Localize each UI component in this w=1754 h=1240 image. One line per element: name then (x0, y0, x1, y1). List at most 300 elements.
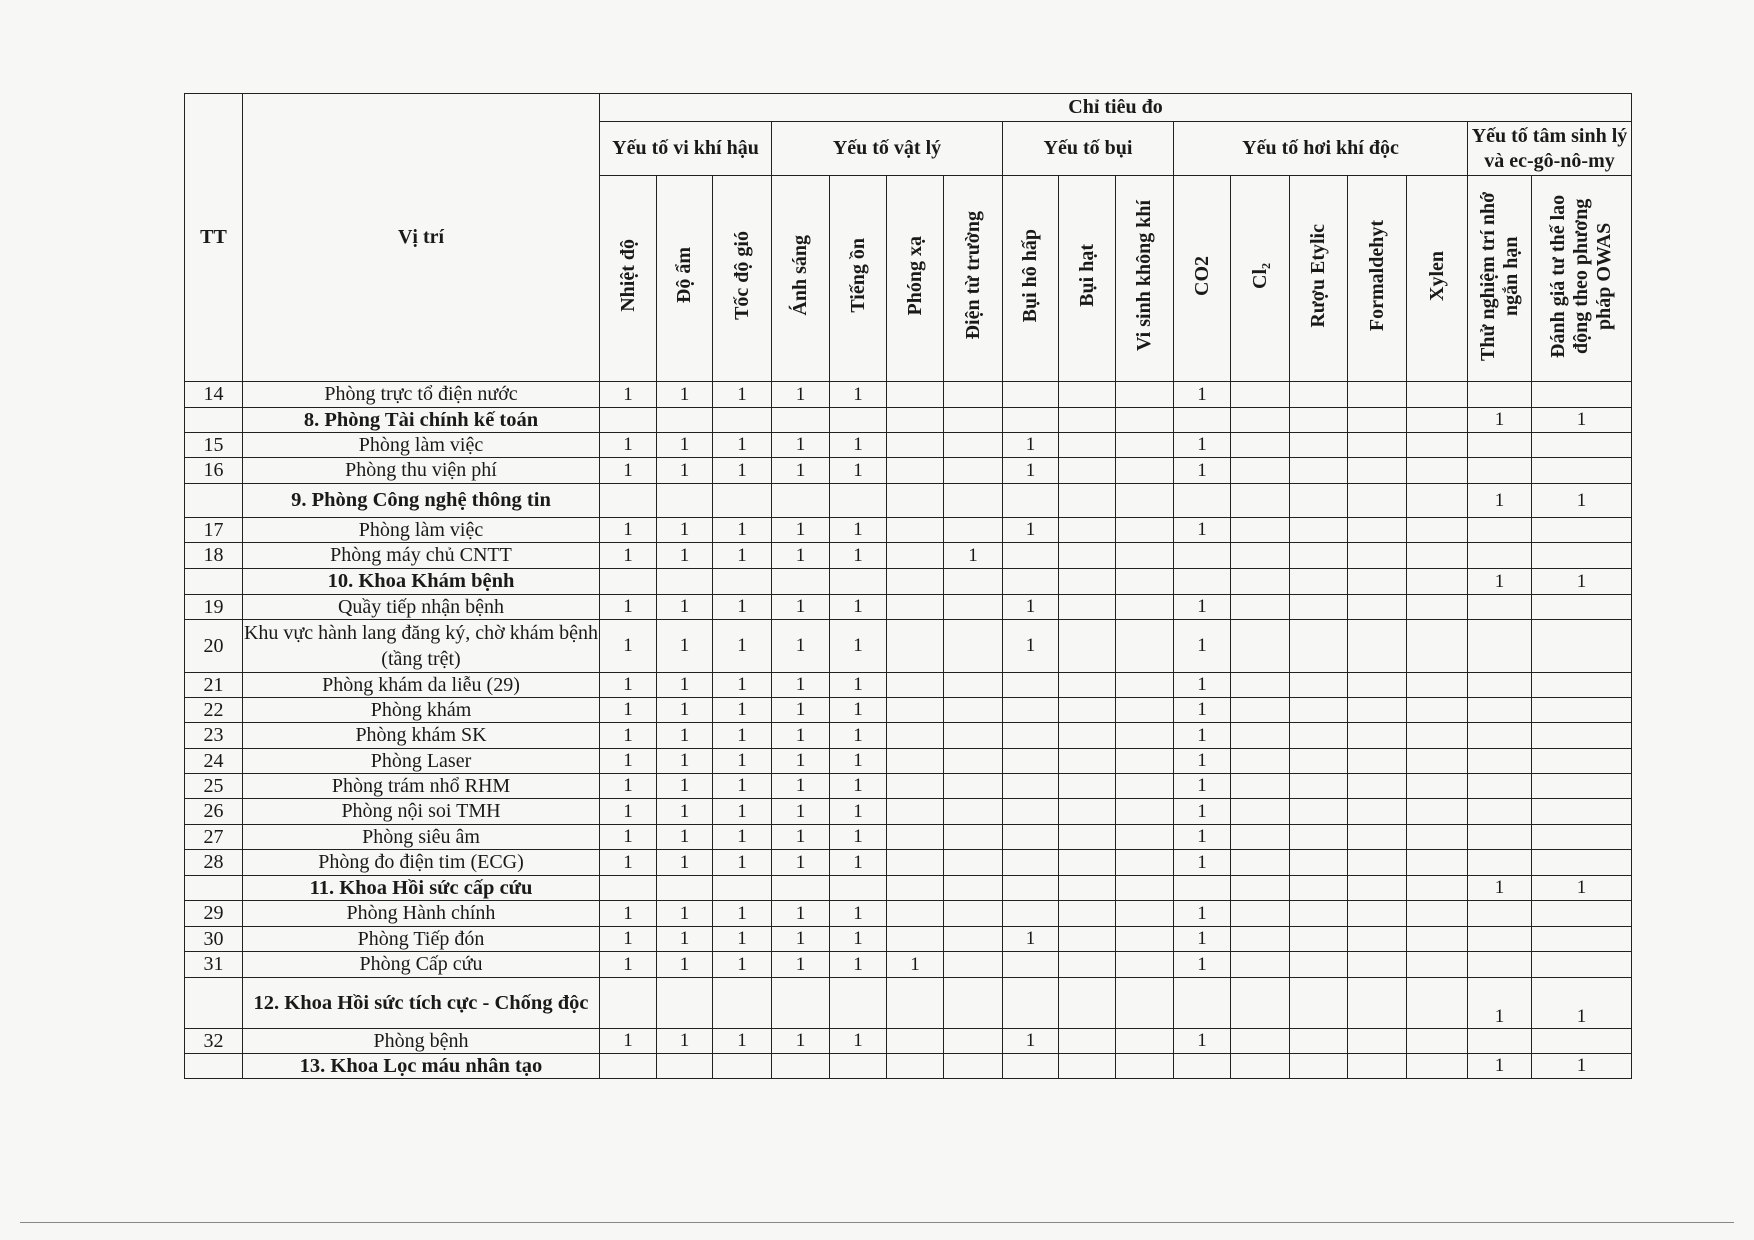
row-mark (1003, 901, 1059, 927)
row-mark: 1 (1174, 825, 1231, 850)
row-mark (1231, 1054, 1290, 1079)
row-mark (1348, 433, 1407, 458)
row-mark: 1 (1174, 382, 1231, 408)
row-mark (1059, 978, 1116, 1029)
header-column-label: Cl₂ (1248, 262, 1271, 289)
row-mark (944, 749, 1003, 774)
row-mark: 1 (713, 433, 772, 458)
row-mark (944, 825, 1003, 850)
row-mark (1116, 595, 1174, 620)
table-row (185, 774, 1632, 799)
row-mark (1468, 458, 1532, 484)
row-mark: 1 (772, 952, 830, 978)
header-column (830, 176, 887, 382)
row-mark (1003, 408, 1059, 433)
row-mark (1116, 876, 1174, 901)
row-mark (1468, 620, 1532, 673)
row-mark: 1 (713, 799, 772, 825)
row-mark (1290, 901, 1348, 927)
row-mark (887, 543, 944, 569)
row-mark (1003, 723, 1059, 749)
row-mark: 1 (1174, 952, 1231, 978)
row-mark (887, 595, 944, 620)
header-column (657, 176, 713, 382)
row-mark (1231, 433, 1290, 458)
row-mark (1407, 408, 1468, 433)
row-mark (1348, 952, 1407, 978)
section-row (185, 1054, 1632, 1079)
row-mark (600, 569, 657, 595)
row-mark: 1 (1174, 749, 1231, 774)
row-mark (1407, 978, 1468, 1029)
row-mark (944, 569, 1003, 595)
row-mark (1532, 382, 1632, 408)
row-position: Phòng trực tổ điện nước (243, 382, 600, 408)
row-mark (1348, 543, 1407, 569)
row-mark (1348, 876, 1407, 901)
row-mark: 1 (772, 543, 830, 569)
row-mark (1290, 1054, 1348, 1079)
row-mark (1059, 518, 1116, 543)
row-mark (1003, 543, 1059, 569)
row-mark: 1 (713, 927, 772, 952)
row-mark (772, 484, 830, 518)
row-mark (1231, 927, 1290, 952)
section-title: 9. Phòng Công nghệ thông tin (243, 484, 600, 518)
row-mark (1348, 774, 1407, 799)
row-mark (887, 484, 944, 518)
row-mark (1059, 901, 1116, 927)
row-mark: 1 (830, 543, 887, 569)
row-mark (1468, 774, 1532, 799)
section-row (185, 569, 1632, 595)
row-mark: 1 (830, 382, 887, 408)
row-mark (1290, 927, 1348, 952)
header-column-label: Tốc độ gió (730, 231, 753, 320)
row-mark (944, 518, 1003, 543)
row-mark (1059, 698, 1116, 723)
row-mark: 1 (600, 595, 657, 620)
section-row (185, 408, 1632, 433)
row-mark (944, 774, 1003, 799)
row-mark: 1 (1174, 458, 1231, 484)
header-column-label: Đánh giá tư thế lao động theo phương pháp OWAS (1547, 193, 1615, 358)
table-row (185, 518, 1632, 543)
row-mark (1290, 850, 1348, 876)
row-mark (1290, 825, 1348, 850)
row-mark (830, 569, 887, 595)
row-mark (944, 876, 1003, 901)
row-mark (944, 673, 1003, 698)
row-mark: 1 (772, 382, 830, 408)
table-row (185, 901, 1632, 927)
row-mark (1290, 749, 1348, 774)
row-mark: 1 (657, 433, 713, 458)
row-mark (1231, 723, 1290, 749)
header-column-label: Bụi hô hấp (1019, 228, 1041, 323)
row-mark (1174, 1054, 1231, 1079)
row-mark: 1 (600, 433, 657, 458)
row-mark (1532, 901, 1632, 927)
row-mark: 1 (600, 749, 657, 774)
row-mark (887, 673, 944, 698)
header-column (1407, 176, 1468, 382)
row-mark (1231, 825, 1290, 850)
row-position: Phòng bệnh (243, 1029, 600, 1054)
row-mark (1407, 876, 1468, 901)
row-tt: 27 (185, 825, 243, 850)
row-tt: 18 (185, 543, 243, 569)
row-mark (1468, 952, 1532, 978)
row-mark (1348, 698, 1407, 723)
row-mark (1059, 952, 1116, 978)
header-column-label: Nhiệt độ (616, 239, 639, 312)
row-mark: 1 (657, 595, 713, 620)
row-mark (887, 901, 944, 927)
row-mark: 1 (1532, 569, 1632, 595)
row-mark (1532, 952, 1632, 978)
row-mark: 1 (713, 382, 772, 408)
row-position: Phòng đo điện tim (ECG) (243, 850, 600, 876)
row-mark (1116, 850, 1174, 876)
header-column-label: Độ ẩm (673, 247, 695, 304)
row-mark (944, 1029, 1003, 1054)
row-mark (772, 978, 830, 1029)
table-row (185, 850, 1632, 876)
row-mark (1348, 901, 1407, 927)
row-mark (1231, 673, 1290, 698)
row-mark: 1 (830, 620, 887, 673)
header-column (1231, 176, 1290, 382)
row-tt: 17 (185, 518, 243, 543)
row-mark (1231, 458, 1290, 484)
row-mark (1348, 825, 1407, 850)
row-tt: 22 (185, 698, 243, 723)
table-row (185, 620, 1632, 673)
row-tt: 21 (185, 673, 243, 698)
row-mark (1290, 569, 1348, 595)
row-tt: 31 (185, 952, 243, 978)
row-mark (1116, 749, 1174, 774)
row-mark (1059, 1054, 1116, 1079)
row-mark: 1 (772, 433, 830, 458)
row-mark: 1 (1174, 698, 1231, 723)
row-mark: 1 (600, 543, 657, 569)
header-column (1290, 176, 1348, 382)
row-mark: 1 (600, 774, 657, 799)
row-mark (830, 978, 887, 1029)
row-mark (1468, 927, 1532, 952)
row-mark (657, 978, 713, 1029)
row-mark: 1 (657, 927, 713, 952)
row-mark (1290, 620, 1348, 673)
table-row (185, 382, 1632, 408)
row-tt: 29 (185, 901, 243, 927)
row-mark: 1 (600, 952, 657, 978)
row-mark (713, 1054, 772, 1079)
row-mark: 1 (600, 698, 657, 723)
row-mark (1003, 569, 1059, 595)
row-position: Phòng khám (243, 698, 600, 723)
row-mark (1348, 569, 1407, 595)
row-mark: 1 (1174, 901, 1231, 927)
row-mark (887, 620, 944, 673)
row-mark (944, 927, 1003, 952)
row-mark: 1 (657, 799, 713, 825)
row-mark (1290, 799, 1348, 825)
row-mark: 1 (1532, 484, 1632, 518)
row-mark (1532, 433, 1632, 458)
row-mark (1116, 433, 1174, 458)
row-mark: 1 (713, 458, 772, 484)
row-mark (1231, 543, 1290, 569)
row-mark (600, 1054, 657, 1079)
row-mark (1532, 927, 1632, 952)
row-mark: 1 (830, 952, 887, 978)
row-mark (1116, 978, 1174, 1029)
row-mark (1003, 382, 1059, 408)
row-mark: 1 (600, 620, 657, 673)
row-mark (887, 774, 944, 799)
row-mark (1059, 595, 1116, 620)
row-tt: 23 (185, 723, 243, 749)
row-mark (713, 978, 772, 1029)
row-mark (772, 1054, 830, 1079)
row-mark (1231, 382, 1290, 408)
row-mark: 1 (830, 749, 887, 774)
row-mark (887, 876, 944, 901)
row-mark: 1 (772, 1029, 830, 1054)
row-mark (600, 408, 657, 433)
row-mark (1407, 484, 1468, 518)
row-mark: 1 (1003, 620, 1059, 673)
row-position: Phòng siêu âm (243, 825, 600, 850)
row-mark (1116, 799, 1174, 825)
row-mark (1407, 382, 1468, 408)
table-row (185, 723, 1632, 749)
section-title: 11. Khoa Hồi sức cấp cứu (243, 876, 600, 901)
row-mark: 1 (772, 901, 830, 927)
row-mark (1532, 518, 1632, 543)
row-mark (1116, 723, 1174, 749)
section-title: 10. Khoa Khám bệnh (243, 569, 600, 595)
row-tt: 24 (185, 749, 243, 774)
row-position: Phòng Cấp cứu (243, 952, 600, 978)
row-mark (1407, 595, 1468, 620)
row-mark (887, 698, 944, 723)
row-mark (1231, 620, 1290, 673)
table-row (185, 698, 1632, 723)
row-mark (772, 876, 830, 901)
row-mark (1348, 1054, 1407, 1079)
row-mark: 1 (600, 673, 657, 698)
row-mark (1290, 408, 1348, 433)
row-mark (1059, 774, 1116, 799)
row-mark (657, 408, 713, 433)
row-mark (1348, 723, 1407, 749)
row-mark (1532, 698, 1632, 723)
row-tt: 20 (185, 620, 243, 673)
row-tt: 25 (185, 774, 243, 799)
header-column-label: CO2 (1190, 255, 1213, 296)
row-mark (1290, 518, 1348, 543)
row-mark (1407, 1054, 1468, 1079)
header-column (1532, 176, 1632, 382)
measurement-table (184, 93, 1632, 1079)
row-mark: 1 (830, 723, 887, 749)
table-row (185, 749, 1632, 774)
row-mark: 1 (830, 698, 887, 723)
row-mark: 1 (1003, 518, 1059, 543)
row-mark: 1 (657, 620, 713, 673)
row-mark (1468, 698, 1532, 723)
header-column (1468, 176, 1532, 382)
row-tt: 32 (185, 1029, 243, 1054)
row-mark: 1 (1468, 876, 1532, 901)
row-mark (1407, 723, 1468, 749)
header-column-label: Tiếng ồn (846, 238, 869, 313)
row-position: Phòng thu viện phí (243, 458, 600, 484)
row-mark (1407, 543, 1468, 569)
row-mark (1407, 518, 1468, 543)
row-mark (1532, 799, 1632, 825)
row-position: Phòng Laser (243, 749, 600, 774)
row-mark (1059, 723, 1116, 749)
row-mark (887, 927, 944, 952)
row-mark: 1 (1003, 927, 1059, 952)
row-mark: 1 (713, 673, 772, 698)
row-position: Phòng khám da liễu (29) (243, 673, 600, 698)
row-mark (1116, 952, 1174, 978)
row-mark (1116, 927, 1174, 952)
row-position: Phòng máy chủ CNTT (243, 543, 600, 569)
row-mark (887, 799, 944, 825)
row-mark (887, 433, 944, 458)
row-mark (1290, 484, 1348, 518)
row-mark (1059, 1029, 1116, 1054)
row-mark (1231, 876, 1290, 901)
row-position: Phòng khám SK (243, 723, 600, 749)
table-row (185, 927, 1632, 952)
row-mark (1003, 952, 1059, 978)
row-mark: 1 (1174, 518, 1231, 543)
table-row (185, 595, 1632, 620)
row-mark: 1 (1468, 484, 1532, 518)
row-mark (1174, 484, 1231, 518)
row-mark (830, 876, 887, 901)
row-mark (1407, 774, 1468, 799)
row-mark (887, 723, 944, 749)
row-position: Quầy tiếp nhận bệnh (243, 595, 600, 620)
row-mark: 1 (657, 774, 713, 799)
table-row (185, 825, 1632, 850)
row-mark: 1 (657, 901, 713, 927)
row-mark (1348, 1029, 1407, 1054)
row-mark: 1 (713, 952, 772, 978)
row-mark: 1 (713, 518, 772, 543)
row-mark (830, 484, 887, 518)
row-mark (1003, 978, 1059, 1029)
header-column (944, 176, 1003, 382)
row-mark: 1 (830, 673, 887, 698)
header-column-label: Thử nghiệm trí nhớ ngắn hạn (1476, 190, 1522, 361)
header-column-label: Bụi hạt (1075, 244, 1098, 307)
row-mark (1059, 876, 1116, 901)
row-mark: 1 (600, 382, 657, 408)
row-mark (944, 433, 1003, 458)
row-mark (1290, 876, 1348, 901)
header-column (887, 176, 944, 382)
row-mark (944, 382, 1003, 408)
row-mark: 1 (600, 799, 657, 825)
header-row-top (185, 94, 1632, 122)
row-mark (1116, 673, 1174, 698)
row-mark: 1 (657, 850, 713, 876)
row-mark: 1 (657, 382, 713, 408)
row-mark: 1 (657, 952, 713, 978)
row-mark: 1 (600, 927, 657, 952)
table-row (185, 1029, 1632, 1054)
row-mark: 1 (1468, 569, 1532, 595)
row-mark (1231, 749, 1290, 774)
header-column-label: Formaldehyt (1365, 219, 1388, 332)
row-mark (600, 876, 657, 901)
row-mark (1348, 927, 1407, 952)
row-mark (1231, 408, 1290, 433)
row-mark: 1 (657, 543, 713, 569)
row-mark (1468, 1029, 1532, 1054)
row-mark: 1 (1468, 1054, 1532, 1079)
row-mark (1407, 458, 1468, 484)
row-mark (944, 799, 1003, 825)
row-mark: 1 (772, 749, 830, 774)
row-mark (1468, 595, 1532, 620)
section-row (185, 978, 1632, 1029)
row-mark (1174, 408, 1231, 433)
row-tt: 30 (185, 927, 243, 952)
row-mark: 1 (600, 1029, 657, 1054)
row-mark: 1 (713, 1029, 772, 1054)
row-mark: 1 (713, 901, 772, 927)
row-mark (1290, 952, 1348, 978)
row-mark (1231, 698, 1290, 723)
row-mark (1059, 825, 1116, 850)
table-row (185, 458, 1632, 484)
header-column-label: Xylen (1425, 250, 1448, 301)
row-mark (1468, 433, 1532, 458)
row-mark (1468, 901, 1532, 927)
row-mark: 1 (887, 952, 944, 978)
row-mark (1290, 382, 1348, 408)
row-mark (1003, 1054, 1059, 1079)
row-mark (1116, 825, 1174, 850)
row-mark (887, 978, 944, 1029)
row-mark (1116, 408, 1174, 433)
row-position: Phòng làm việc (243, 433, 600, 458)
row-tt (185, 408, 243, 433)
row-position: Phòng Tiếp đón (243, 927, 600, 952)
row-mark (772, 569, 830, 595)
row-mark (1468, 749, 1532, 774)
row-mark (1059, 927, 1116, 952)
row-mark: 1 (772, 850, 830, 876)
row-mark (1003, 749, 1059, 774)
row-mark: 1 (1174, 850, 1231, 876)
row-mark (1059, 620, 1116, 673)
row-mark (1231, 978, 1290, 1029)
row-mark: 1 (772, 458, 830, 484)
row-mark: 1 (772, 799, 830, 825)
